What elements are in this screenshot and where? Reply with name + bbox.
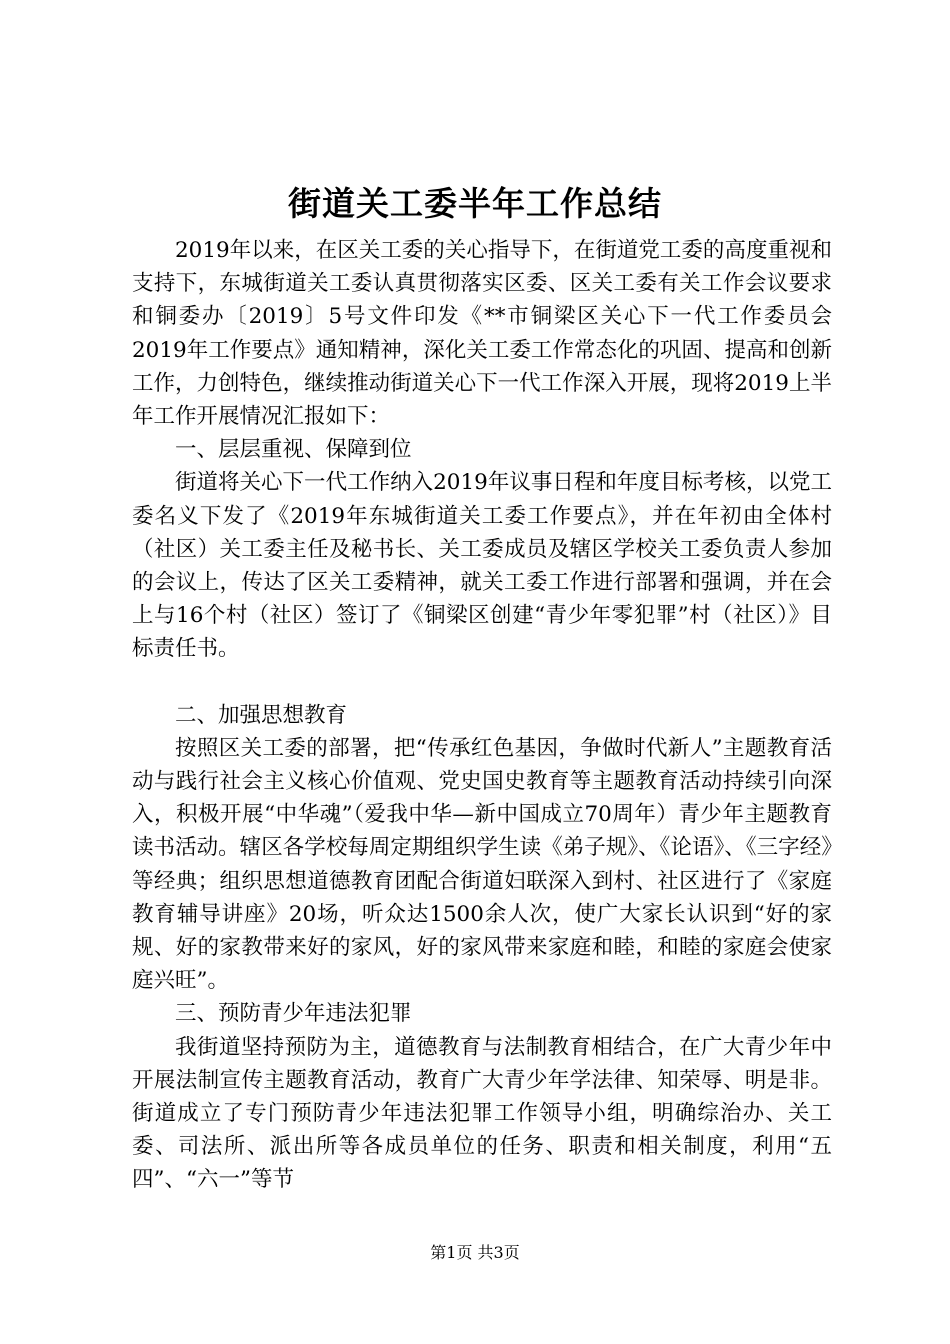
document-title: 街道关工委半年工作总结 <box>288 184 662 223</box>
intro-paragraph: 2019年以来，在区关工委的关心指导下，在街道党工委的高度重视和支持下，东城街道关工委认真贯彻落实区委、区关工委有关工作会议要求和铜委办〔2019〕5号文件印发《**市铜梁区关心下一代工作委员会2019年工作要点》通知精神，深化关工委工作常态化的巩固、提高和创新工作，力创特色，继续推动街道关心下一代工作深入开展，现将2019上半年工作开展情况汇报如下： <box>132 238 832 430</box>
page-number-footer: 第1页 共3页 <box>430 1243 520 1262</box>
section-heading-1: 一、层层重视、保障到位 <box>175 437 412 463</box>
section-paragraph-3: 我街道坚持预防为主，道德教育与法制教育相结合，在广大青少年中开展法制宣传主题教育活动，教育广大青少年学法律、知荣辱、明是非。街道成立了专门预防青少年违法犯罪工作领导小组，明确综治办、关工委、司法所、派出所等各成员单位的任务、职责和相关制度，利用“五四”、“六一”等节 <box>132 1034 832 1193</box>
section-heading-3: 三、预防青少年违法犯罪 <box>175 1001 412 1027</box>
section-paragraph-2: 按照区关工委的部署，把“传承红色基因，争做时代新人”主题教育活动与践行社会主义核心价值观、党史国史教育等主题教育活动持续引向深入，积极开展“中华魂”（爱我中华—新中国成立70周年）青少年主题教育读书活动。辖区各学校每周定期组织学生读《弟子规》、《论语》、《三字经》等经典；组织思想道德教育团配合街道妇联深入到村、社区进行了《家庭教育辅导讲座》20场，听众达1500余人次，使广大家长认识到“好的家规、好的家教带来好的家风，好的家风带来家庭和睦，和睦的家庭会使家庭兴旺”。 <box>132 735 832 994</box>
section-paragraph-1: 街道将关心下一代工作纳入2019年议事日程和年度目标考核，以党工委名义下发了《2019年东城街道关工委工作要点》，并在年初由全体村（社区）关工委主任及秘书长、关工委成员及辖区学校关工委负责人参加的会议上，传达了区关工委精神，就关工委工作进行部署和强调，并在会上与16个村（社区）签订了《铜梁区创建“青少年零犯罪”村（社区）》目标责任书。 <box>132 470 832 662</box>
document-body <box>132 234 832 1197</box>
section-heading-2: 二、加强思想教育 <box>175 702 348 728</box>
